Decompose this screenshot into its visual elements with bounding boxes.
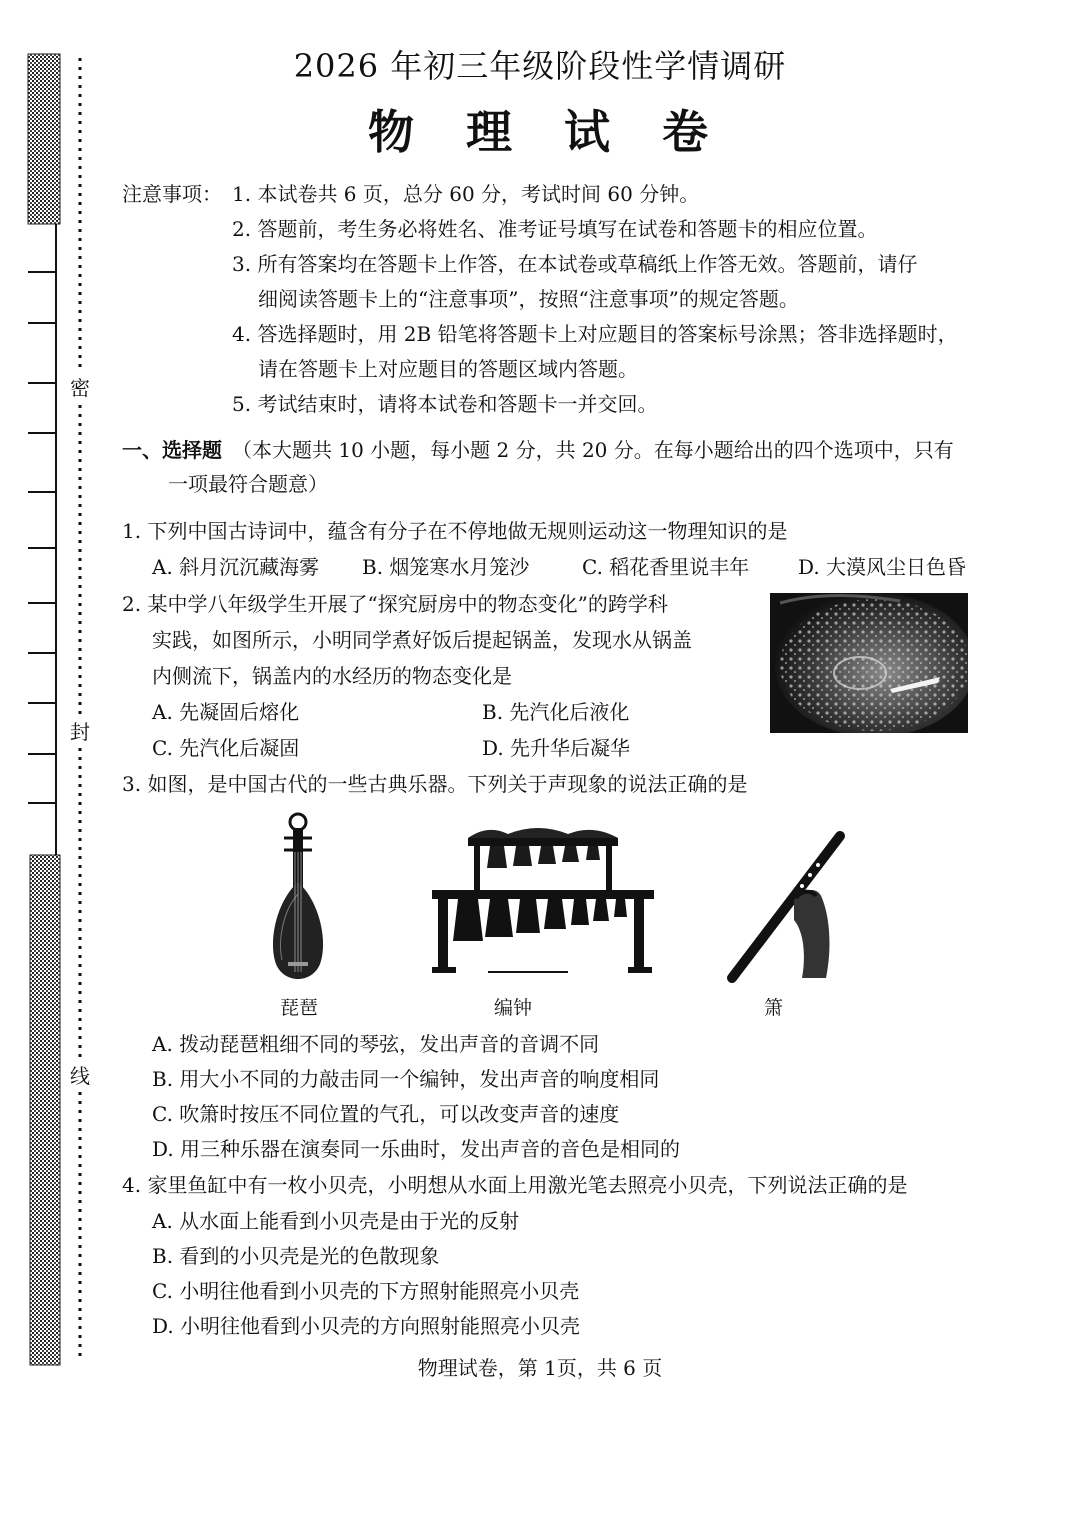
q4-option-d: D. 小明往他看到小贝壳的方向照射能照亮小贝壳 bbox=[152, 1314, 581, 1338]
subject-title: 物 理 试 卷 bbox=[367, 105, 727, 159]
notes-label: 注意事项： bbox=[122, 182, 222, 206]
q3-stem: 3. 如图，是中国古代的一些古典乐器。下列关于声现象的说法正确的是 bbox=[122, 772, 748, 796]
q4-option-c: C. 小明往他看到小贝壳的下方照射能照亮小贝壳 bbox=[152, 1279, 580, 1303]
exam-title: 2026 年初三年级阶段性学情调研 bbox=[293, 47, 787, 85]
q1-option-b: B. 烟笼寒水月笼沙 bbox=[362, 555, 530, 579]
caption-bianzhong: 编钟 bbox=[494, 997, 533, 1019]
section-heading: 一、选择题 bbox=[122, 438, 222, 462]
q4-stem: 4. 家里鱼缸中有一枚小贝壳，小明想从水面上用激光笔去照亮小贝壳，下列说法正确的是 bbox=[122, 1173, 908, 1197]
pipa-image bbox=[262, 812, 334, 992]
q4-option-b: B. 看到的小贝壳是光的色散现象 bbox=[152, 1244, 440, 1268]
notes-item-3-cont: 细阅读答题卡上的“注意事项”，按照“注意事项”的规定答题。 bbox=[258, 287, 799, 311]
section-desc-2: 一项最符合题意） bbox=[168, 472, 328, 496]
margin-char-xian: 线 bbox=[70, 1064, 90, 1088]
q2-stem-line-3: 内侧流下，锅盖内的水经历的物态变化是 bbox=[152, 664, 512, 688]
binding-margin bbox=[0, 0, 100, 1380]
q2-stem-line-1: 2. 某中学八年级学生开展了“探究厨房中的物态变化”的跨学科 bbox=[122, 592, 668, 616]
notes-item-1: 1. 本试卷共 6 页，总分 60 分，考试时间 60 分钟。 bbox=[232, 182, 700, 206]
notes-item-4-cont: 请在答题卡上对应题目的答题区域内答题。 bbox=[258, 357, 638, 381]
caption-xiao: 箫 bbox=[764, 997, 784, 1019]
q3-option-b: B. 用大小不同的力敲击同一个编钟，发出声音的响度相同 bbox=[152, 1067, 660, 1091]
q4-option-a: A. 从水面上能看到小贝壳是由于光的反射 bbox=[152, 1209, 520, 1233]
margin-char-feng: 封 bbox=[70, 720, 90, 744]
q1-option-d: D. 大漠风尘日色昏 bbox=[798, 555, 967, 579]
q2-option-a: A. 先凝固后熔化 bbox=[152, 700, 300, 724]
pot-lid-photo bbox=[770, 593, 968, 733]
notes-item-4: 4. 答选择题时，用 2B 铅笔将答题卡上对应题目的答案标号涂黑；答非选择题时， bbox=[232, 322, 958, 346]
notes-item-3: 3. 所有答案均在答题卡上作答，在本试卷或草稿纸上作答无效。答题前，请仔 bbox=[232, 252, 918, 276]
q2-option-d: D. 先升华后凝华 bbox=[482, 736, 631, 760]
bianzhong-image bbox=[428, 822, 658, 982]
notes-item-2: 2. 答题前，考生务必将姓名、准考证号填写在试卷和答题卡的相应位置。 bbox=[232, 217, 878, 241]
caption-pipa: 琵琶 bbox=[280, 997, 319, 1019]
section-desc-1: （本大题共 10 小题，每小题 2 分，共 20 分。在每小题给出的四个选项中，只有 bbox=[232, 438, 954, 462]
notes-item-5: 5. 考试结束时，请将本试卷和答题卡一并交回。 bbox=[232, 392, 658, 416]
q2-option-c: C. 先汽化后凝固 bbox=[152, 736, 300, 760]
q1-stem: 1. 下列中国古诗词中，蕴含有分子在不停地做无规则运动这一物理知识的是 bbox=[122, 519, 788, 543]
page-footer: 物理试卷，第 1页，共 6 页 bbox=[417, 1356, 663, 1380]
q1-option-c: C. 稻花香里说丰年 bbox=[582, 555, 750, 579]
margin-char-mi: 密 bbox=[70, 376, 90, 400]
q2-option-b: B. 先汽化后液化 bbox=[482, 700, 630, 724]
q2-stem-line-2: 实践，如图所示，小明同学煮好饭后提起锅盖，发现水从锅盖 bbox=[152, 628, 692, 652]
binding-margin-graphic bbox=[0, 0, 100, 1380]
xiao-image bbox=[722, 828, 850, 990]
q3-option-c: C. 吹箫时按压不同位置的气孔，可以改变声音的速度 bbox=[152, 1102, 620, 1126]
q1-option-a: A. 斜月沉沉藏海雾 bbox=[152, 555, 320, 579]
q3-option-a: A. 拨动琵琶粗细不同的琴弦，发出声音的音调不同 bbox=[152, 1032, 600, 1056]
q3-option-d: D. 用三种乐器在演奏同一乐曲时，发出声音的音色是相同的 bbox=[152, 1137, 681, 1161]
